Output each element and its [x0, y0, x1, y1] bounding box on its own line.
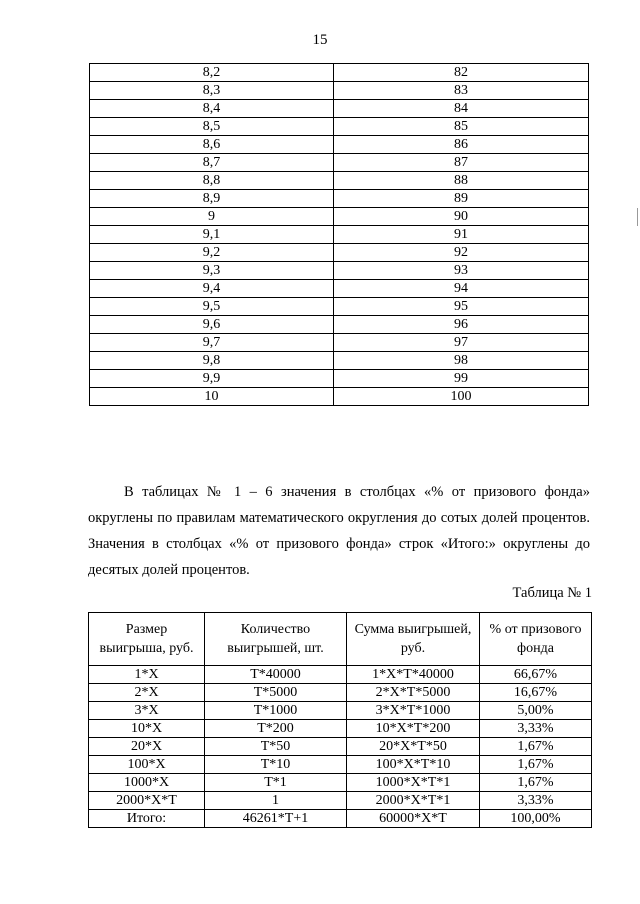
- prize-table-cell: 3,33%: [480, 720, 592, 738]
- prize-table-cell: 3*X: [89, 702, 205, 720]
- rounding-note-text: В таблицах № 1 – 6 значения в столбцах «% от призового фонда» округлены по правилам математического округления до сотых долей процентов. Значения в столбцах «% от призового фонда» строк «Итого:» округлены до десятых долей процентов.: [88, 484, 590, 578]
- prize-table-cell: 20*X*T*50: [347, 738, 480, 756]
- value-cell: 8,4: [90, 100, 334, 118]
- prize-table-cell: 10*X: [89, 720, 205, 738]
- value-cell: 8,7: [90, 154, 334, 172]
- value-table-row: [90, 280, 589, 298]
- prize-table-cell: 100,00%: [480, 810, 592, 828]
- value-table-row: [90, 64, 589, 82]
- prize-table-cell: T*1: [205, 774, 347, 792]
- prize-table-row: [89, 720, 592, 738]
- prize-table-cell: T*50: [205, 738, 347, 756]
- prize-table-cell: T*5000: [205, 684, 347, 702]
- prize-table-header-cell: Сумма выигрышей, руб.: [347, 613, 480, 666]
- value-table-row: [90, 226, 589, 244]
- prize-table-cell: 1: [205, 792, 347, 810]
- value-table-row: [90, 316, 589, 334]
- value-table-row: [90, 298, 589, 316]
- prize-table-cell: 60000*X*T: [347, 810, 480, 828]
- value-cell: 8,8: [90, 172, 334, 190]
- value-cell: 9,8: [90, 352, 334, 370]
- percent-cell: 89: [334, 190, 589, 208]
- value-cell: 9,4: [90, 280, 334, 298]
- rounding-note: [88, 479, 590, 583]
- value-cell: 8,5: [90, 118, 334, 136]
- value-cell: 9,5: [90, 298, 334, 316]
- prize-table-cell: 1*X*T*40000: [347, 666, 480, 684]
- value-table-row: [90, 208, 589, 226]
- value-table-row: [90, 370, 589, 388]
- value-cell: 8,9: [90, 190, 334, 208]
- value-table-row: [90, 262, 589, 280]
- prize-table-cell: T*200: [205, 720, 347, 738]
- percent-cell: 91: [334, 226, 589, 244]
- value-cell: 9,3: [90, 262, 334, 280]
- prize-table-cell: 1,67%: [480, 774, 592, 792]
- prize-table-cell: 10*X*T*200: [347, 720, 480, 738]
- value-cell: 9,1: [90, 226, 334, 244]
- prize-table-cell: 3*X*T*1000: [347, 702, 480, 720]
- percent-cell: 99: [334, 370, 589, 388]
- percent-cell: 93: [334, 262, 589, 280]
- percent-cell: 95: [334, 298, 589, 316]
- percent-cell: 84: [334, 100, 589, 118]
- percent-cell: 96: [334, 316, 589, 334]
- prize-table-cell: 1,67%: [480, 756, 592, 774]
- value-table-row: [90, 154, 589, 172]
- prize-table-row: [89, 738, 592, 756]
- percent-cell: 98: [334, 352, 589, 370]
- value-table-row: [90, 244, 589, 262]
- prize-table-cell: 1,67%: [480, 738, 592, 756]
- prize-table-cell: 100*X*T*10: [347, 756, 480, 774]
- percent-cell: 100: [334, 388, 589, 406]
- prize-table-cell: 2000*X*T*1: [347, 792, 480, 810]
- prize-table-cell: Итого:: [89, 810, 205, 828]
- prize-table-cell: 46261*T+1: [205, 810, 347, 828]
- prize-table-header-cell: Количество выигрышей, шт.: [205, 613, 347, 666]
- percent-cell: 88: [334, 172, 589, 190]
- value-table-row: [90, 118, 589, 136]
- percent-cell: 90: [334, 208, 589, 226]
- prize-table-cell: T*1000: [205, 702, 347, 720]
- value-cell: 10: [90, 388, 334, 406]
- value-table-row: [90, 100, 589, 118]
- value-cell: 9,9: [90, 370, 334, 388]
- value-table-row: [90, 334, 589, 352]
- prize-table-cell: 3,33%: [480, 792, 592, 810]
- value-table: [89, 63, 589, 406]
- value-cell: 9,7: [90, 334, 334, 352]
- prize-table-cell: 2*X: [89, 684, 205, 702]
- table-caption: Таблица № 1: [512, 585, 592, 601]
- prize-table-cell: 66,67%: [480, 666, 592, 684]
- percent-cell: 87: [334, 154, 589, 172]
- prize-table-row: [89, 666, 592, 684]
- prize-table-row: [89, 774, 592, 792]
- prize-table-row: [89, 684, 592, 702]
- prize-table-cell: 5,00%: [480, 702, 592, 720]
- prize-table-cell: 2*X*T*5000: [347, 684, 480, 702]
- page-number: 15: [312, 32, 328, 48]
- prize-table-cell: 1*X: [89, 666, 205, 684]
- prize-table-row: [89, 792, 592, 810]
- prize-table-header-cell: Размер выигрыша, руб.: [89, 613, 205, 666]
- prize-table-cell: 1000*X*T*1: [347, 774, 480, 792]
- value-cell: 8,6: [90, 136, 334, 154]
- percent-cell: 82: [334, 64, 589, 82]
- prize-table-cell: 100*X: [89, 756, 205, 774]
- percent-cell: 97: [334, 334, 589, 352]
- prize-table-cell: T*10: [205, 756, 347, 774]
- prize-table-row: [89, 756, 592, 774]
- prize-table-cell: 16,67%: [480, 684, 592, 702]
- prize-table-header-cell: % от призового фонда: [480, 613, 592, 666]
- margin-mark: [637, 208, 638, 226]
- value-table-row: [90, 82, 589, 100]
- prize-table-cell: 20*X: [89, 738, 205, 756]
- value-table-row: [90, 172, 589, 190]
- percent-cell: 86: [334, 136, 589, 154]
- prize-table-total-row: [89, 810, 592, 828]
- value-cell: 8,3: [90, 82, 334, 100]
- prize-table-row: [89, 702, 592, 720]
- percent-cell: 94: [334, 280, 589, 298]
- prize-table-cell: T*40000: [205, 666, 347, 684]
- value-table-row: [90, 136, 589, 154]
- value-cell: 9,2: [90, 244, 334, 262]
- prize-table-cell: 1000*X: [89, 774, 205, 792]
- value-table-row: [90, 388, 589, 406]
- value-table-row: [90, 190, 589, 208]
- percent-cell: 92: [334, 244, 589, 262]
- percent-cell: 85: [334, 118, 589, 136]
- prize-table-header-row: [89, 613, 592, 666]
- value-table-row: [90, 352, 589, 370]
- value-cell: 8,2: [90, 64, 334, 82]
- prize-table-cell: 2000*X*T: [89, 792, 205, 810]
- percent-cell: 83: [334, 82, 589, 100]
- value-cell: 9: [90, 208, 334, 226]
- prize-table: [88, 612, 592, 828]
- value-cell: 9,6: [90, 316, 334, 334]
